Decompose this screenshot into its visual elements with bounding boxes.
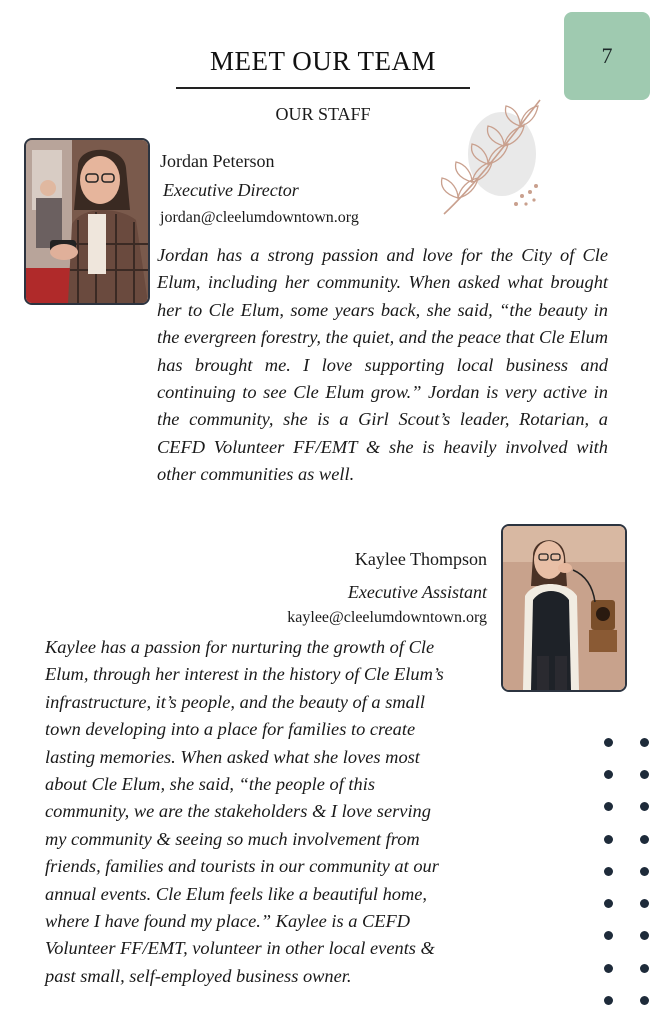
page-number-badge (564, 12, 650, 100)
bio-line: annual events. Cle Elum feels like a beautiful home, (45, 883, 428, 904)
title-divider (176, 87, 470, 89)
bio-line: where I have found my place.” Kaylee is a CEFD (45, 911, 411, 932)
jordan-role: Executive Director (163, 180, 299, 200)
jordan-name: Jordan Peterson (160, 151, 275, 171)
bio-line: lasting memories. When asked what she loves most (45, 746, 420, 767)
bio-line: Elum, through her interest in the history of Cle Elum’s (45, 664, 444, 685)
section-subtitle: OUR STAFF (275, 104, 371, 124)
bio-line: Volunteer FF/EMT, volunteer in other local events & (45, 938, 435, 959)
bio-line: community, we are the stakeholders & I love serving (45, 801, 431, 822)
jordan-bio: Jordan has a strong passion and love for the City of Cle Elum, including her community. When asked what brought her to Cle Elum, some years back, she said, “the beauty in the evergreen forestry, the quiet, and the peace that Cle Elum has brought me. I love supporting local business and continuing to see Cle Elum grow.” Jordan is very active in the community, she is a Girl Scout’s leader, Rotarian, a CEFD Volunteer FF/EMT & she is heavily involved with other communities as well. (157, 245, 608, 485)
kaylee-role: Executive Assistant (347, 582, 487, 602)
bio-line: infrastructure, it’s people, and the beauty of a small (45, 691, 426, 712)
bio-line: my community & seeing so much involvement from (45, 828, 420, 849)
jordan-email[interactable]: jordan@cleelumdowntown.org (160, 209, 359, 226)
kaylee-email[interactable]: kaylee@cleelumdowntown.org (287, 609, 487, 626)
leaf-branch-icon (436, 92, 556, 222)
bio-line: Kaylee has a passion for nurturing the growth of Cle (45, 637, 435, 657)
kaylee-bio (45, 634, 495, 990)
bio-line: past small, self-employed business owner. (45, 965, 352, 986)
bio-line: town developing into a place for families to create (45, 719, 416, 740)
page-title: MEET OUR TEAM (209, 46, 436, 76)
bio-line: friends, families and tourists in our community at our (45, 856, 439, 877)
kaylee-photo (501, 524, 627, 692)
jordan-photo (24, 138, 150, 305)
kaylee-name: Kaylee Thompson (354, 549, 487, 569)
bio-line: about Cle Elum, she said, “the people of this (45, 774, 375, 795)
dot-grid-icon (604, 738, 654, 1010)
page-number: 7 (601, 43, 613, 68)
